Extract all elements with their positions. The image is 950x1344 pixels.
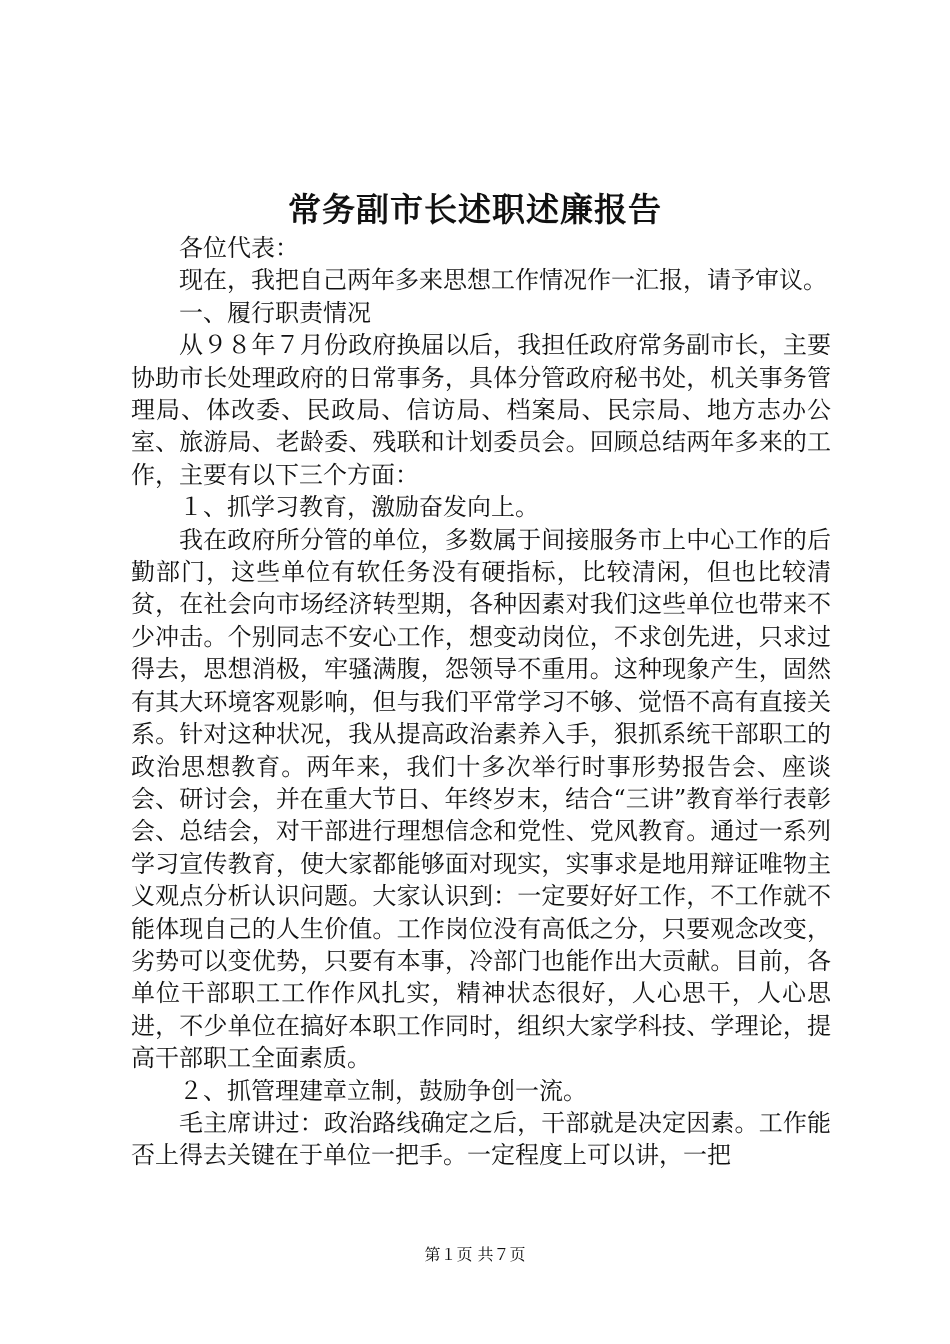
subsection-heading-1: １、抓学习教育，激励奋发向上。	[179, 493, 539, 522]
document-title: 常务副市长述职述廉报告	[288, 190, 662, 229]
paragraph-management: 毛主席讲过：政治路线确定之后，干部就是决定因素。工作能否上得去关键在于单位一把手。一定程度上可以讲，一把	[131, 1108, 831, 1170]
document-body	[131, 232, 831, 1172]
paragraph-intro: 现在，我把自己两年多来思想工作情况作一汇报，请予审议。	[179, 266, 827, 295]
section-heading-duties: 一、履行职责情况	[179, 298, 371, 327]
paragraph-duties: 从９８年７月份政府换届以后，我担任政府常务副市长，主要协助市长处理政府的日常事务，具体分管政府秘书处，机关事务管理局、体改委、民政局、信访局、档案局、民宗局、地方志办公室、旅游局、老龄委、残联和计划委员会。回顾总结两年多来的工作，主要有以下三个方面：	[131, 331, 831, 489]
paragraph-greeting: 各位代表：	[179, 234, 299, 262]
paragraph-education: 我在政府所分管的单位，多数属于间接服务市上中心工作的后勤部门，这些单位有软任务没有硬指标，比较清闲，但也比较清贫，在社会向市场经济转型期，各种因素对我们这些单位也带来不少冲击。个别同志不安心工作，想变动岗位，不求创先进，只求过得去，思想消极，牢骚满腹，怨领导不重用。这种现象产生，固然有其大环境客观影响，但与我们平常学习不够、觉悟不高有直接关系。针对这种状况，我从提高政治素养入手，狠抓系统干部职工的政治思想教育。两年来，我们十多次举行时事形势报告会、座谈会、研讨会，并在重大节日、年终岁末，结合“三讲”教育举行表彰会、总结会，对干部进行理想信念和党性、党风教育。通过一系列学习宣传教育，使大家都能够面对现实，实事求是地用辩证唯物主义观点分析认识问题。大家认识到：一定要好好工作，不工作就不能体现自己的人生价值。工作岗位没有高低之分，只要观念改变，劣势可以变优势，只要有本事，冷部门也能作出大贡献。目前，各单位干部职工工作作风扎实，精神状态很好，人心思干，人心思进，不少单位在搞好本职工作同时，组织大家学科技、学理论，提高干部职工全面素质。	[131, 525, 831, 1073]
page-footer: 第１页 共７页	[424, 1245, 526, 1264]
subsection-heading-2: ２、抓管理建章立制，鼓励争创一流。	[179, 1076, 587, 1105]
